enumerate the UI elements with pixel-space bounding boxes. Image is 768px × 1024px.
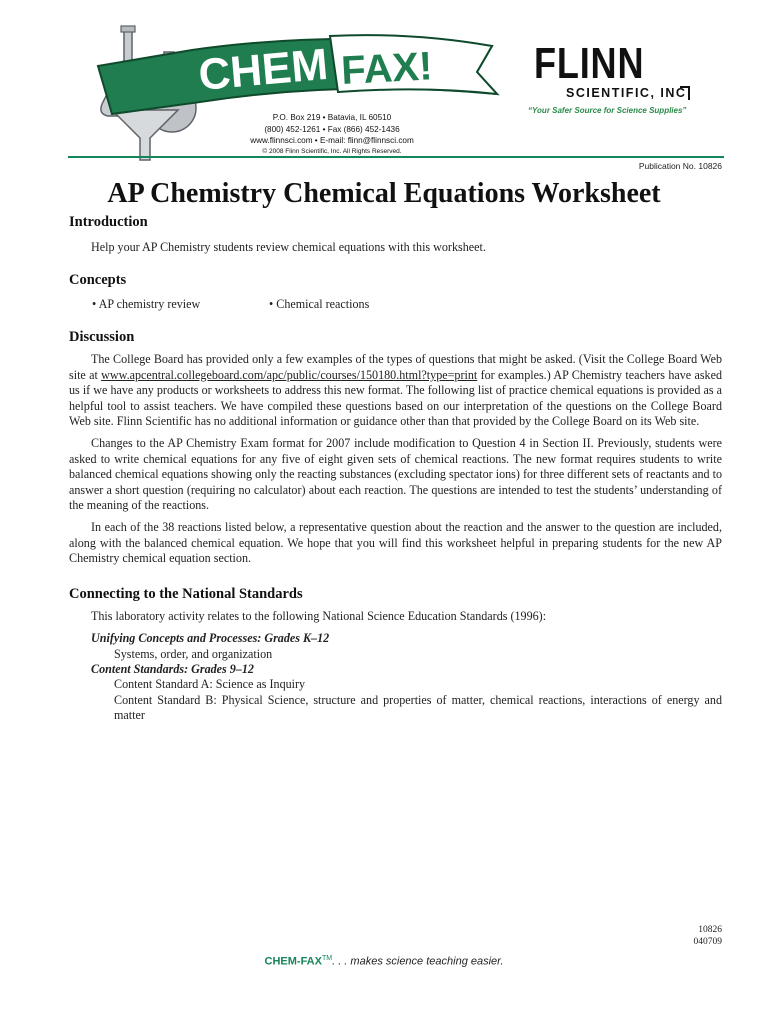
standards-heading: Connecting to the National Standards <box>69 585 303 602</box>
contact-phone: (800) 452-1261 • Fax (866) 452-1436 <box>264 124 400 134</box>
discussion-text: for examples.) AP Chemistry teachers have asked us if we have any products or worksheets to address this new format. The following list of practice chemical equations is provided as a helpful tool to assist teachers. We have compiled these questions based on our interpretation of the questions on the College Board Web site. Flinn Scientific has no additional information or guidance other than that provided by the College Board on its Web site. <box>69 367 722 429</box>
discussion-paragraph-3: In each of the 38 reactions listed below, a representative question about the reaction and the answer to the question are included, along with the balanced chemical equation. We hope that you will find this worksheet helpful in preparing students for the new AP Chemistry chemical equation section. <box>69 520 722 566</box>
trademark-mark: TM <box>321 955 333 962</box>
concepts-heading: Concepts <box>69 272 127 289</box>
flinn-logo: FLINN <box>534 39 645 88</box>
standards-group-heading: Content Standards: Grades 9–12 <box>91 661 254 676</box>
footer-tagline <box>0 955 768 968</box>
concept-item: • Chemical reactions <box>269 297 370 312</box>
discussion-heading: Discussion <box>69 329 135 346</box>
concepts-list <box>69 297 722 312</box>
flinn-bracket-decoration <box>680 86 690 100</box>
college-board-link[interactable]: www.apcentral.collegeboard.com/apc/public/courses/150180.html?type=print <box>101 367 478 382</box>
contact-address: P.O. Box 219 • Batavia, IL 60510 <box>272 113 392 122</box>
footer-code: 040709 <box>693 937 722 947</box>
publication-number: Publication No. 10826 <box>638 161 722 171</box>
discussion-paragraph-2: Changes to the AP Chemistry Exam format for 2007 include modification to Question 4 in Section II. Previously, students were asked to write chemical equations for any five of eight given sets of chemical reactions. The new format requires students to write balanced chemical equations showing only the reacting substances (excluding spectator ions) for three different sets of reactants and to answer a short question (requiring no calculator) about each reaction. The questions are intended to test the students’ understanding of the meaning of the reactions. <box>69 436 722 513</box>
footer-slogan: . . . makes science teaching easier. <box>332 955 504 968</box>
logo-fax-text: FAX! <box>340 44 434 93</box>
contact-block <box>232 112 432 156</box>
logo-chem-text: CHEM <box>196 39 330 100</box>
standards-group-heading: Unifying Concepts and Processes: Grades K–12 <box>91 631 330 646</box>
header-divider <box>68 156 724 158</box>
standards-item: Content Standard B: Physical Science, structure and properties of matter, chemical reactions, interactions of energy and matter <box>114 692 722 723</box>
funnel-icon <box>112 110 178 160</box>
copyright: © 2008 Flinn Scientific, Inc. All Rights Reserved. <box>262 147 402 155</box>
discussion-text: The College Board has provided only a few examples of the types of questions that might be asked. (Visit the College Board Web site at <box>69 352 722 382</box>
standards-item: Systems, order, and organization <box>114 646 273 661</box>
flinn-tagline: “Your Safer Source for Science Supplies” <box>528 106 687 115</box>
contact-web: www.flinnsci.com • E-mail: flinn@flinnsci.com <box>250 136 414 145</box>
standards-list <box>69 631 722 723</box>
standards-item: Content Standard A: Science as Inquiry <box>114 677 306 692</box>
intro-text: Help your AP Chemistry students review chemical equations with this worksheet. <box>91 240 486 254</box>
concept-item: • AP chemistry review <box>92 297 201 312</box>
footer-codes <box>694 924 723 948</box>
standards-intro: This laboratory activity relates to the following National Science Education Standards (1996): <box>91 608 547 623</box>
chem-fax-banner <box>98 35 497 114</box>
flinn-subtitle: SCIENTIFIC, INC <box>566 86 687 100</box>
document-body <box>69 214 722 724</box>
page-title: AP Chemistry Chemical Equations Worksheet <box>107 178 661 209</box>
intro-heading: Introduction <box>69 214 148 230</box>
footer-code: 10826 <box>698 925 722 935</box>
footer-brand: CHEM-FAX <box>264 955 322 968</box>
discussion-paragraph-1 <box>69 352 722 429</box>
